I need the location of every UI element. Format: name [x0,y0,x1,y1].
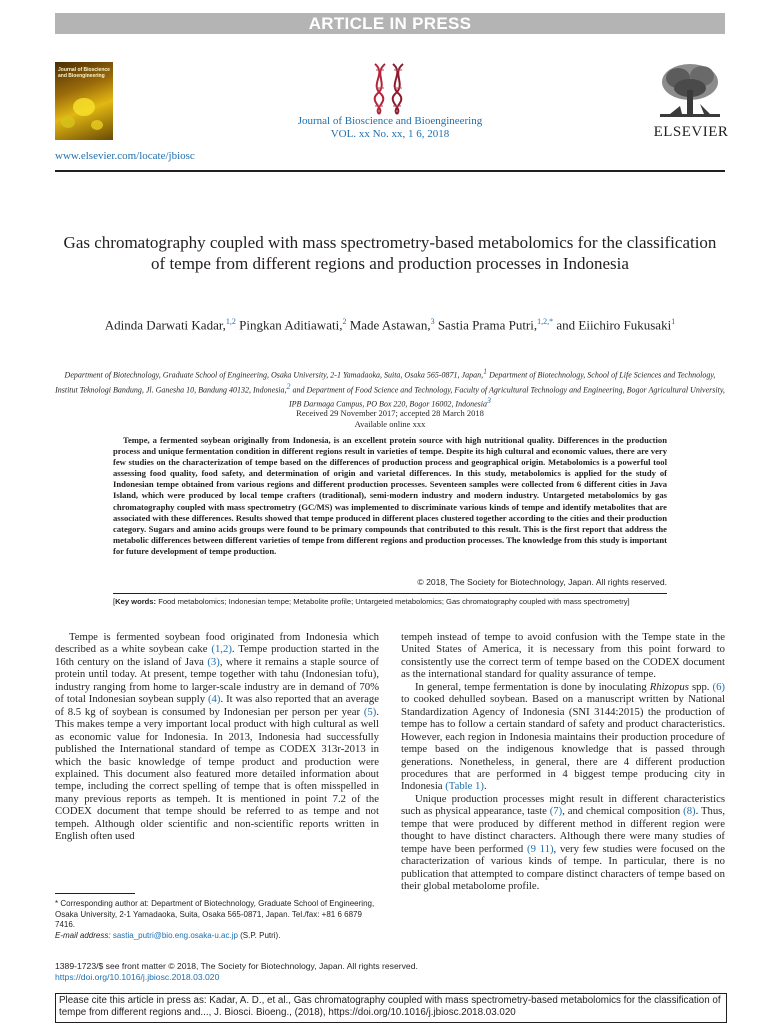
italic-term: Rhizopus [649,680,689,693]
body-column-left [55,631,379,843]
reference-link[interactable]: (7) [549,805,563,818]
citation-box: Please cite this article in press as: Kadar, A. D., et al., Gas chromatography coupled with mass spectrometry-based metabolomics for the classification of tempe from different regions and..., J. Biosci. Bioeng., (2018), https://doi.org/10.1016/j.jbiosc.2018.03.020 [55,993,727,1023]
issn-line: 1389-1723/$ see front matter © 2018, The Society for Biotechnology, Japan. All rights reserved. [55,961,418,971]
article-in-press-banner: ARTICLE IN PRESS [55,13,725,34]
keywords-rule [113,593,667,594]
journal-website-link[interactable]: www.elsevier.com/locate/jbiosc [55,150,195,162]
email-link[interactable]: sastia_putri@bio.eng.osaka-u.ac.jp [112,930,238,940]
reference-link[interactable]: (3) [207,655,220,668]
author-list [75,313,705,334]
journal-name-link[interactable]: Journal of Bioscience and Bioengineering [297,115,483,127]
body-column-right [401,631,725,893]
body-paragraph: In general, tempe fermentation is done by inoculating Rhizopus spp. (6) to cooked dehulled soybean. Based on a manuscript written by National Standardization Agency of Indonesia (SNI 3144:2015) the production of tempe has to follow a certain standard of safety and product characteristics. However, each region in Indonesia maintains their production procedure of tempe based on the indigenous knowledge that is passed through generations. Nonetheless, in general, there are 4 different production procedures that are performed in 4 biggest tempe producing city in Indonesia (Table 1). [401,680,725,793]
footnote-rule [55,893,135,894]
author-affiliation-marker[interactable]: 1,2 [225,317,236,326]
affiliations: Department of Biotechnology, Graduate School of Engineering, Osaka University, 2-1 Yamadaoka, Suita, Osaka 565-0871, Japan,$^1$ Department of Biotechnology, School of Life Sciences and Technology, Institut Teknologi Bandung, Jl. Ganesha 10, Bandung 40132, Indonesia,$^2$ and Department of Food Science and Technology, Faculty of Agricultural Technology and Engineering, Bogor Agricultural University, IPB Darmaga Campus, PO Box 220, Bogor 16002, Indonesia$^3$ [55,367,725,409]
reference-link[interactable]: (4) [208,693,221,706]
keywords-list: Food metabolomics; Indonesian tempe; Metabolite profile; Untargeted metabolomics; Gas chromatography coupled with mass spectrometry [158,597,628,606]
reference-link[interactable]: (1,2) [211,643,232,656]
received-date: Received 29 November 2017; accepted 28 March 2018 [296,408,484,418]
front-matter [55,961,725,983]
elsevier-tree-logo-icon [656,62,724,120]
abstract-copyright: © 2018, The Society for Biotechnology, Japan. All rights reserved. [417,577,667,587]
reference-link[interactable]: (8) [683,805,696,818]
header-rule [55,170,725,172]
body-paragraph: tempeh instead of tempe to avoid confusion with the Tempe state in the United States of America, it is necessary from this point forward to consistently use the correct term of tempe based on the CODEX document as the international standard for quality assurance of tempe. [401,631,725,681]
cover-title: Journal of Bioscience and Bioengineering [58,67,110,79]
keywords-label: Key words: [115,597,157,606]
author-affiliation-marker[interactable]: 2 [342,317,347,326]
journal-dna-logo-icon [367,62,411,116]
reference-link[interactable]: (Table 1) [445,780,484,793]
reference-link[interactable]: (5) [363,705,377,718]
author-affiliation-marker[interactable]: 1 [671,317,676,326]
doi-link[interactable]: https://doi.org/10.1016/j.jbiosc.2018.03.020 [55,972,220,982]
author: Sastia Prama Putri, [434,317,538,333]
author: Adinda Darwati Kadar, [104,317,226,333]
author-affiliation-marker[interactable]: 1,2,* [537,317,554,326]
reference-link[interactable]: (6) [712,680,725,693]
journal-volume: VOL. xx No. xx, 1 6, 2018 [330,128,450,140]
author: and Eiichiro Fukusaki [553,317,672,333]
author: Made Astawan, [346,317,431,333]
body-paragraph: Unique production processes might result in different characteristics such as physical appearance, taste (7), and chemical composition (8). Thus, tempe that were produced by different method in different region were thought to have distinct characters. Although there were many studies of tempe have been performed (9 11), very few studies were focused on the characterization of various kinds of tempe. In particular, there is no publication that attempted to compare distinct characters of tempe based on their global metabolome profile. [401,792,725,893]
online-date: Available online xxx [354,419,426,429]
elsevier-wordmark: ELSEVIER [653,124,729,140]
corresponding-author-footnote: * Corresponding author at: Department of Biotechnology, Graduate School of Engineering, Osaka University, 2-1 Yamadaoka, Suita, Osaka 565-0871, Japan. Tel./fax: +81 6 6879 7416. E-mail address: sastia_putri@bio.eng.osaka-u.ac.jp (S.P. Putri). [55,899,375,940]
journal-cover-image [55,62,113,140]
body-paragraph: Tempe is fermented soybean food originated from Indonesia which described as a white soybean cake (1,2). Tempe production started in the 16th century on the island of Java (3), where it remains a staple source of protein until today. At present, tempe together with tahu (Indonesian tofu), industry ranging from home to larger-scale industry are in demand of 70% of total Indonesian soybean supply (4). It was also reported that an average of 8.5 kg of soybean is consumed by Indonesian per person per year (5). This makes tempe a very important local product with high cultural as well as economic value for Indonesia. In 2013, Indonesia had successfully published the International standard of tempe as CODEX 313r-2013 in which the basic knowledge of tempe product and production were explained. This document also featured more detailed information about tempe, including the correct spelling of tempe that is often misspelled in many previous reports as tempeh. It is mentioned in point 7.2 of the CODEX document that tempe should be referred to as tempe and not tempeh. Although older scientific and non-scientific reports written in English often used [55,631,380,843]
abstract: Tempe, a fermented soybean originally from Indonesia, is an excellent protein source with high nutritional quality. Differences in the production process and unique fermentation condition in different regions result in varieties of tempe. Despite its high cultural and economic values, there are very few studies on the characterization of tempe based on the differences of production process and geographical origin. Metabolomics is a powerful tool assessing food quality, food safety, and determination of origin and varietal differences. In this study, metabolomics is applied for the study of Indonesian tempe obtained from various regions and different production processes. Seventeen samples were collected from 6 different cities in Java Island, which were produced by local tempe crafters (traditional), semi-modern industry and modern industry. Untargeted metabolomics by gas chromatography coupled with mass spectrometry (GC/MS) was implemented to discriminate various kinds of tempe and identify metabolites that are associated with these differences. Results showed that tempe produced in different places clustered together according to the cities and their production category. Sugars and amino acids groups were found to be primary compounds that contributed to this result. This is the first report that address the metabolic differences between different varieties of tempe from different regions and production processes. The knowledge from this study is important for future development of tempe production. [113,435,667,556]
author: Pingkan Aditiawati, [235,317,343,333]
author-affiliation-marker[interactable]: 3 [430,317,435,326]
reference-link[interactable]: (9 11) [527,842,554,855]
keywords: [Key words: Food metabolomics; Indonesian tempe; Metabolite profile; Untargeted metabolomics; Gas chromatography coupled with mass spectrometry] [113,597,630,606]
article-title: Gas chromatography coupled with mass spectrometry-based metabolomics for the classification of tempe from different regions and production processes in Indonesia [63,233,717,273]
